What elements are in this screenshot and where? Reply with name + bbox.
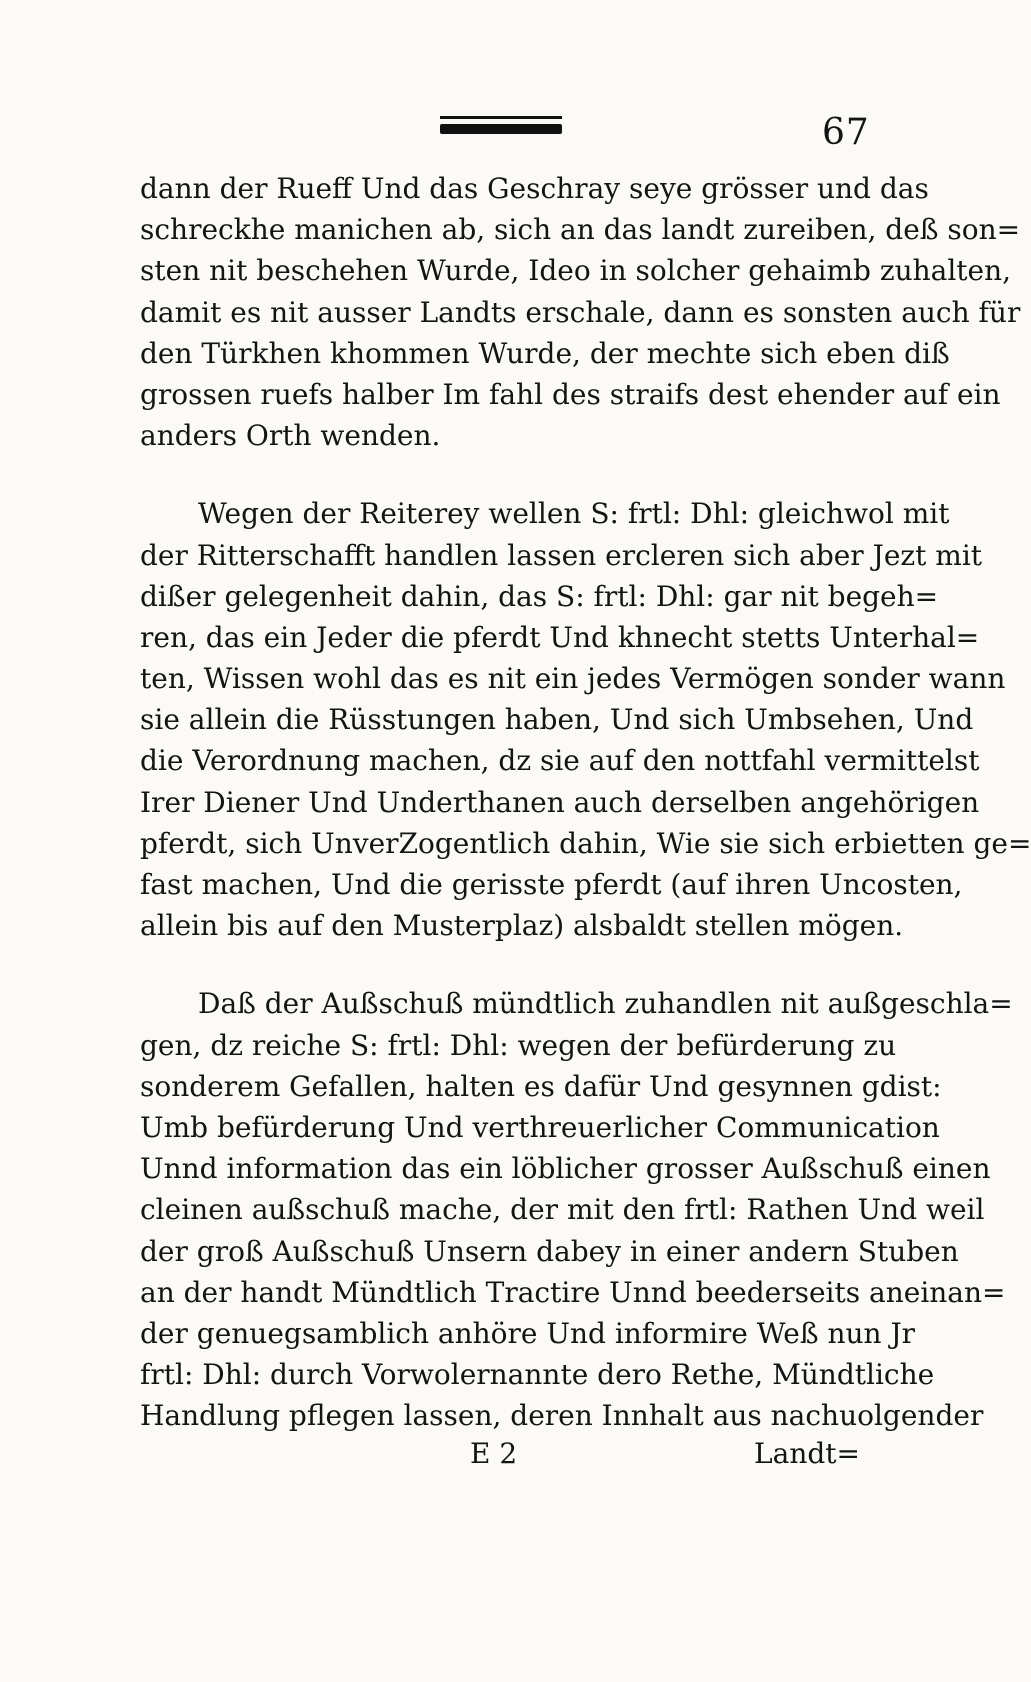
text-line: Handlung pflegen lassen, deren Innhalt aus nachuolgender [140, 1399, 984, 1433]
text-line: grossen ruefs halber Im fahl des straifs dest ehender auf ein [140, 377, 1001, 411]
page-header [0, 0, 1000, 180]
paragraph [140, 983, 1013, 1436]
text-line: schreckhe manichen ab, sich an das landt zureiben, deß son= [140, 213, 1021, 247]
text-line: an der handt Mündtlich Tractire Unnd beederseits aneinan= [140, 1275, 1006, 1309]
text-line: damit es nit ausser Landts erschale, dann es sonsten auch für [140, 295, 1021, 329]
text-line: frtl: Dhl: durch Vorwolernannte dero Rethe, Mündtliche [140, 1358, 935, 1392]
header-rule [440, 124, 562, 134]
text-line: Unnd information das ein löblicher grosser Außschuß einen [140, 1152, 991, 1186]
text-line: der groß Außschuß Unsern dabey in einer andern Stuben [140, 1234, 959, 1268]
page-number: 67 [822, 112, 870, 153]
text-line: die Verordnung machen, dz sie auf den nottfahl vermittelst [140, 744, 980, 778]
text-line: dißer gelegenheit dahin, das S: frtl: Dhl: gar nit begeh= [140, 579, 939, 613]
text-line: Wegen der Reiterey wellen S: frtl: Dhl: gleichwol mit [198, 497, 950, 531]
text-line: pferdt, sich UnverZogentlich dahin, Wie sie sich erbietten ge= [140, 826, 1031, 860]
text-line: dann der Rueff Und das Geschray seye grösser und das [140, 172, 929, 205]
text-line: der Ritterschafft handlen lassen ercleren sich aber Jezt mit [140, 538, 983, 572]
text-line: gen, dz reiche S: frtl: Dhl: wegen der befürderung zu [140, 1028, 897, 1062]
text-line: allein bis auf den Musterplaz) alsbaldt stellen mögen. [140, 909, 904, 943]
text-line: cleinen außschuß mache, der mit den frtl: Rathen Und weil [140, 1193, 985, 1227]
paragraph [140, 493, 1031, 946]
text-line: sten nit beschehen Wurde, Ideo in solcher gehaimb zuhalten, [140, 254, 1012, 288]
page-footer [140, 1437, 860, 1481]
text-line: fast machen, Und die gerisste pferdt (auf ihren Uncosten, [140, 868, 963, 901]
text-line: ren, das ein Jeder die pferdt Und khnecht stetts Unterhal= [140, 620, 980, 654]
text-line: Umb befürderung Und verthreuerlicher Communication [140, 1110, 940, 1144]
text-line: den Türkhen khommen Wurde, der mechte sich eben diß [140, 336, 950, 370]
page-body [140, 168, 1031, 1473]
text-line: Daß der Außschuß mündtlich zuhandlen nit außgeschla= [198, 987, 1013, 1021]
text-line: anders Orth wenden. [140, 419, 441, 453]
catchword: Landt= [754, 1437, 860, 1470]
signature-mark: E 2 [470, 1437, 518, 1470]
paragraph [140, 168, 1021, 456]
text-line: Irer Diener Und Underthanen auch derselben angehörigen [140, 785, 980, 819]
text-line: ten, Wissen wohl das es nit ein jedes Vermögen sonder wann [140, 662, 1006, 696]
text-line: sonderem Gefallen, halten es dafür Und gesynnen gdist: [140, 1069, 942, 1103]
text-line: sie allein die Rüsstungen haben, Und sich Umbsehen, Und [140, 703, 974, 737]
text-line: der genuegsamblich anhöre Und informire Weß nun Jr [140, 1316, 916, 1350]
